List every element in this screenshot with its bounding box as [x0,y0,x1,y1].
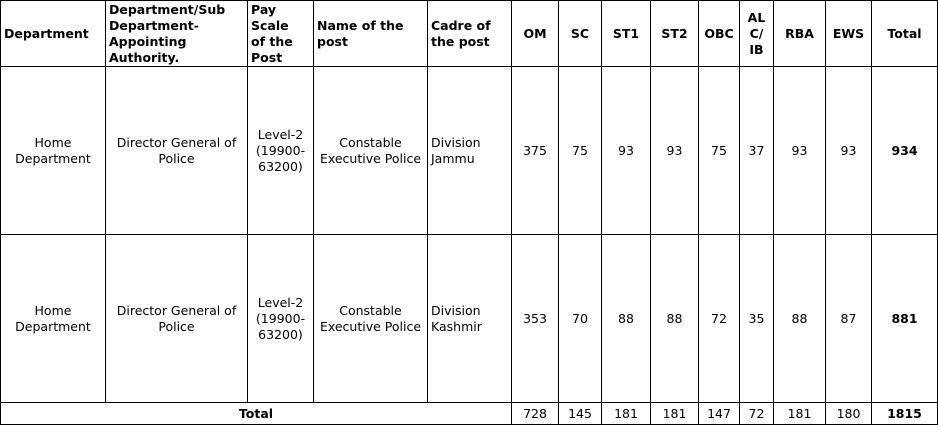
cell-department: Home Department [1,67,106,235]
header-st2: ST2 [651,1,699,67]
cell-cadre: Division Kashmir [428,235,512,403]
header-rba: RBA [774,1,826,67]
cell-st2: 93 [651,67,699,235]
total-st2: 181 [651,403,699,425]
totals-label: Total [1,403,512,425]
cell-pay-scale: Level-2 (19900- 63200) [248,235,314,403]
cell-sub-department: Director General of Police [106,235,248,403]
header-pay-scale: Pay Scale of the Post [248,1,314,67]
cell-cadre: Division Jammu [428,67,512,235]
totals-row [1,403,938,425]
header-om: OM [512,1,559,67]
header-row [1,1,938,67]
cell-om: 375 [512,67,559,235]
header-st1: ST1 [602,1,651,67]
total-st1: 181 [602,403,651,425]
cell-sub-department: Director General of Police [106,67,248,235]
cell-om: 353 [512,235,559,403]
grand-total: 1815 [872,403,938,425]
header-alc-ib: AL C/ IB [740,1,774,67]
cell-sc: 75 [559,67,602,235]
cell-st1: 88 [602,235,651,403]
header-cadre: Cadre of the post [428,1,512,67]
cell-sc: 70 [559,235,602,403]
cell-st2: 88 [651,235,699,403]
total-om: 728 [512,403,559,425]
cell-rba: 88 [774,235,826,403]
cell-obc: 72 [699,235,740,403]
total-obc: 147 [699,403,740,425]
header-obc: OBC [699,1,740,67]
header-sc: SC [559,1,602,67]
cell-post-name: Constable Executive Police [314,235,428,403]
cell-post-name: Constable Executive Police [314,67,428,235]
header-ews: EWS [826,1,872,67]
cell-pay-scale: Level-2 (19900- 63200) [248,67,314,235]
total-alc-ib: 72 [740,403,774,425]
total-sc: 145 [559,403,602,425]
total-ews: 180 [826,403,872,425]
cell-ews: 87 [826,235,872,403]
cell-total: 934 [872,67,938,235]
cell-alc-ib: 37 [740,67,774,235]
table-row [1,235,938,403]
table-row [1,67,938,235]
header-total: Total [872,1,938,67]
header-sub-department: Department/Sub Department- Appointing Authority. [106,1,248,67]
cell-ews: 93 [826,67,872,235]
total-rba: 181 [774,403,826,425]
header-department: Department [1,1,106,67]
cell-st1: 93 [602,67,651,235]
cell-department: Home Department [1,235,106,403]
cell-total: 881 [872,235,938,403]
cell-alc-ib: 35 [740,235,774,403]
cell-rba: 93 [774,67,826,235]
header-post-name: Name of the post [314,1,428,67]
cell-obc: 75 [699,67,740,235]
